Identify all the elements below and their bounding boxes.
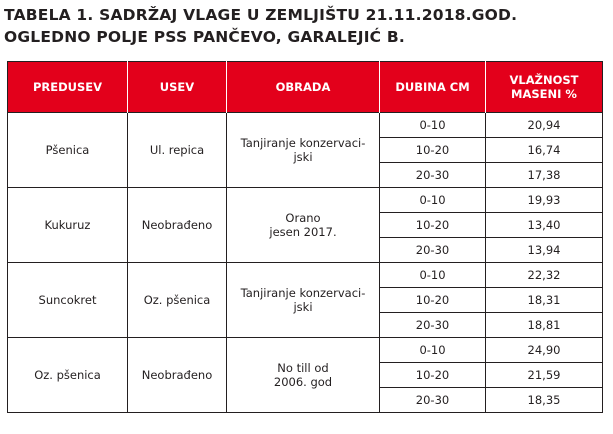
cell-dubina: 20-30 [380,163,486,188]
cell-predusev: Pšenica [8,113,128,188]
cell-dubina: 20-30 [380,238,486,263]
cell-usev: Neobrađeno [128,188,227,263]
cell-usev: Oz. pšenica [128,263,227,338]
cell-predusev: Oz. pšenica [8,338,128,413]
obrada-line-1: No till od [277,361,329,375]
cell-vlaznost: 18,81 [486,313,603,338]
cell-usev: Ul. repica [128,113,227,188]
table-row [8,113,603,138]
cell-vlaznost: 21,59 [486,363,603,388]
obrada-line-1: Tanjiranje konzervaci- [240,136,366,150]
cell-dubina: 10-20 [380,213,486,238]
obrada-line-1: Tanjiranje konzervaci- [240,286,366,300]
obrada-line-2: jski [293,150,313,164]
header-row [8,62,603,113]
cell-obrada [227,263,380,338]
obrada-line-1: Orano [285,211,321,225]
cell-vlaznost: 24,90 [486,338,603,363]
obrada-line-2: jesen 2017. [269,225,337,239]
cell-vlaznost: 17,38 [486,163,603,188]
cell-vlaznost: 13,40 [486,213,603,238]
cell-dubina: 10-20 [380,363,486,388]
header-predusev: PREDUSEV [8,62,128,113]
cell-predusev: Kukuruz [8,188,128,263]
table-row [8,338,603,363]
header-vlaznost-line-2: MASENI % [511,87,577,101]
cell-vlaznost: 22,32 [486,263,603,288]
cell-obrada [227,188,380,263]
cell-dubina: 0-10 [380,338,486,363]
header-dubina: DUBINA CM [380,62,486,113]
obrada-line-2: jski [293,300,313,314]
cell-dubina: 0-10 [380,263,486,288]
header-usev: USEV [128,62,227,113]
cell-vlaznost: 19,93 [486,188,603,213]
cell-predusev: Suncokret [8,263,128,338]
cell-vlaznost: 16,74 [486,138,603,163]
table-caption [4,4,517,48]
cell-obrada [227,338,380,413]
cell-dubina: 0-10 [380,113,486,138]
cell-vlaznost: 13,94 [486,238,603,263]
cell-dubina: 20-30 [380,388,486,413]
cell-dubina: 10-20 [380,288,486,313]
cell-vlaznost: 18,35 [486,388,603,413]
caption-line-1: TABELA 1. SADRŽAJ VLAGE U ZEMLJIŠTU 21.11.2018.GOD. [4,6,518,24]
cell-usev: Neobrađeno [128,338,227,413]
table-row [8,263,603,288]
cell-obrada [227,113,380,188]
obrada-line-2: 2006. god [273,375,333,389]
cell-dubina: 20-30 [380,313,486,338]
header-vlaznost [486,62,603,113]
cell-vlaznost: 20,94 [486,113,603,138]
moisture-table [7,61,603,413]
cell-vlaznost: 18,31 [486,288,603,313]
cell-dubina: 10-20 [380,138,486,163]
cell-dubina: 0-10 [380,188,486,213]
header-vlaznost-line-1: VLAŽNOST [509,73,579,87]
header-obrada: OBRADA [227,62,380,113]
caption-line-2: OGLEDNO POLJE PSS PANČEVO, GARALEJIĆ B. [4,28,405,46]
table-row [8,188,603,213]
